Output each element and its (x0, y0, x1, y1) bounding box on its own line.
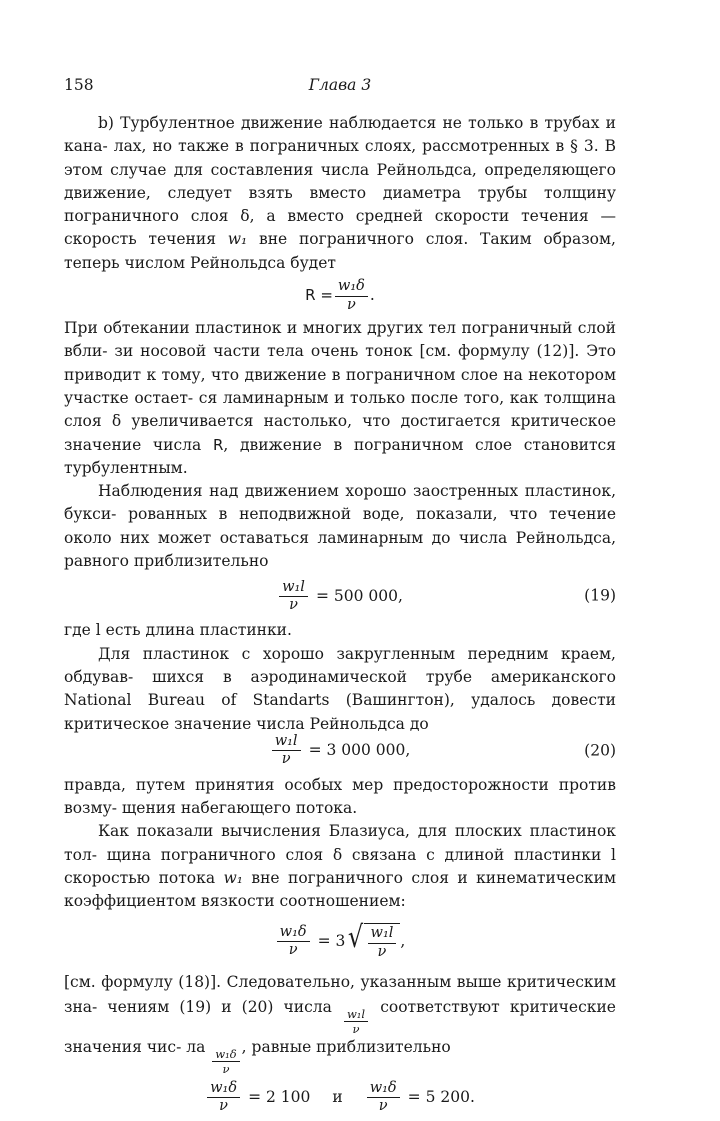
denominator: ν (289, 596, 298, 613)
symbol-R: R (212, 435, 224, 454)
denominator: ν (219, 1098, 228, 1115)
paragraph (64, 480, 616, 573)
text-line: Как показали вычисления Блазиуса, для плоских пластинок тол- (64, 822, 616, 864)
square-root (346, 920, 400, 960)
denominator: ν (346, 296, 356, 313)
numerator: w₁δ (367, 1081, 400, 1098)
text-line: оставаться ламинарным до числа Рейнольдса, равного приблизительно (64, 528, 616, 571)
text-line: щина пограничного слоя δ связана с длиной пластинки l скоростью (64, 845, 616, 888)
equation-rhs: = 500 000, (315, 586, 403, 605)
equation-number: (19) (584, 586, 616, 605)
equation-reynolds (64, 275, 616, 317)
text-line: потока (158, 869, 216, 888)
symbol-w1: w₁ (223, 869, 243, 888)
text-line: b) Турбулентное движение наблюдается не только в трубах и кана- (64, 114, 616, 156)
text-line: где l есть длина пластинки. (64, 621, 292, 640)
text-line: Наблюдения над движением хорошо заостренных пластинок, букси- (64, 482, 616, 524)
denominator: ν (281, 751, 291, 768)
punct: . (369, 286, 375, 305)
numerator: w₁δ (212, 1048, 239, 1062)
text-line: ся ламинарным и только после того, как толщина слоя δ увеличивается (64, 388, 617, 431)
inline-fraction (344, 1008, 368, 1035)
numerator: w₁l (272, 734, 301, 751)
fraction (368, 926, 397, 959)
text-line: слоя. Таким образом, теперь числом Рейнольдса будет (64, 230, 616, 272)
text-line: рованных в неподвижной воде, показали, что течение около них может (64, 505, 616, 547)
equation-critical-values (64, 1075, 616, 1121)
numerator: w₁l (279, 580, 308, 597)
text-line: При обтекании пластинок и многих других тел пограничный слой вбли- (64, 319, 616, 361)
denominator: ν (288, 942, 298, 959)
chapter-title: Глава 3 (308, 76, 372, 94)
fraction (277, 925, 310, 958)
page-body (64, 112, 616, 1121)
fraction (335, 279, 368, 312)
text-line: [см. формулу (18)]. Следовательно, указанным выше критическим зна- (64, 972, 616, 1016)
equation-rhs: = 3 000 000, (308, 741, 411, 760)
numerator: w₁l (368, 926, 397, 943)
running-header (64, 74, 616, 98)
fraction (279, 580, 308, 613)
text-line: Рейнольдса до (309, 714, 429, 733)
paragraph (64, 112, 616, 275)
paragraph (64, 317, 616, 480)
equation-rhs: = 5 200. (407, 1088, 475, 1107)
equation-rhs: = 2 100 (248, 1088, 311, 1107)
inline-fraction (212, 1048, 239, 1075)
text-line: зи носовой части тела очень тонок [см. формулу (12)]. Это приводит (64, 342, 616, 384)
text-line: к тому, что движение в пограничном слое на некотором участке остает- (64, 365, 617, 407)
punct: , (400, 931, 406, 950)
fraction (367, 1081, 400, 1114)
page (64, 0, 617, 1115)
denominator: ν (378, 1098, 388, 1115)
paragraph (64, 820, 616, 913)
equation-blasius (64, 914, 616, 970)
paragraph (64, 619, 616, 642)
text-line: чениям (19) и (20) числа (107, 997, 332, 1016)
numerator: w₁δ (277, 925, 310, 942)
paragraph (64, 774, 616, 821)
fraction (207, 1081, 240, 1114)
denominator: ν (222, 1061, 230, 1076)
text-line: ла (186, 1037, 206, 1056)
numerator: w₁l (344, 1008, 368, 1022)
text-line: , равные приблизительно (241, 1037, 451, 1056)
text-line: щения набегающего потока. (121, 799, 358, 818)
equation-lhs: R = (305, 286, 333, 305)
equation-rhs: = 3 (317, 931, 346, 950)
numerator: w₁δ (335, 279, 368, 296)
text-line: вязкости соотношением: (201, 892, 406, 911)
text-line: в пограничном слое становится турбулентным. (64, 435, 616, 477)
symbol-w1: w₁ (227, 230, 248, 249)
text-line: взять вместо диаметра трубы толщину пограничного слоя δ, а вместо (64, 183, 616, 226)
numerator: w₁δ (207, 1081, 240, 1098)
equation-number: (20) (584, 741, 616, 760)
radicand (364, 923, 401, 959)
denominator: ν (352, 1021, 360, 1036)
paragraph (64, 643, 616, 736)
text-line: правда, путем принятия особых мер предосторожности против возму- (64, 775, 616, 818)
text-line: шихся в аэродинамической трубе американского National Bureau of (64, 667, 616, 710)
text-line: для составления числа Рейнольдса, определяющего движение, следует (64, 160, 616, 202)
equation-20 (64, 728, 616, 774)
radical-sign-icon: √ (348, 920, 364, 956)
text-line: Для пластинок с хорошо закругленным передним краем, обдував- (64, 644, 616, 686)
denominator: ν (377, 943, 387, 960)
text-line: настолько, что достигается критическое значение числа (64, 412, 616, 454)
text-line: соответствуют критические значения чис- (64, 997, 616, 1056)
conjunction: и (332, 1088, 343, 1107)
text-line: , движение (223, 435, 322, 454)
equation-19 (64, 573, 616, 619)
text-line: Standarts (Вашингтон), удалось довести критическое значение числа (64, 691, 616, 733)
text-line: вне пограничного (258, 230, 414, 249)
fraction (272, 734, 301, 767)
text-line: вне пограничного слоя и кинематическим коэффициентом (64, 869, 617, 911)
paragraph (64, 970, 616, 1075)
page-number: 158 (64, 76, 94, 94)
text-line: средней скорости течения — скорость течения (64, 207, 616, 249)
text-line: лах, но также в пограничных слоях, рассмотренных в § 3. В этом случае (64, 137, 616, 179)
